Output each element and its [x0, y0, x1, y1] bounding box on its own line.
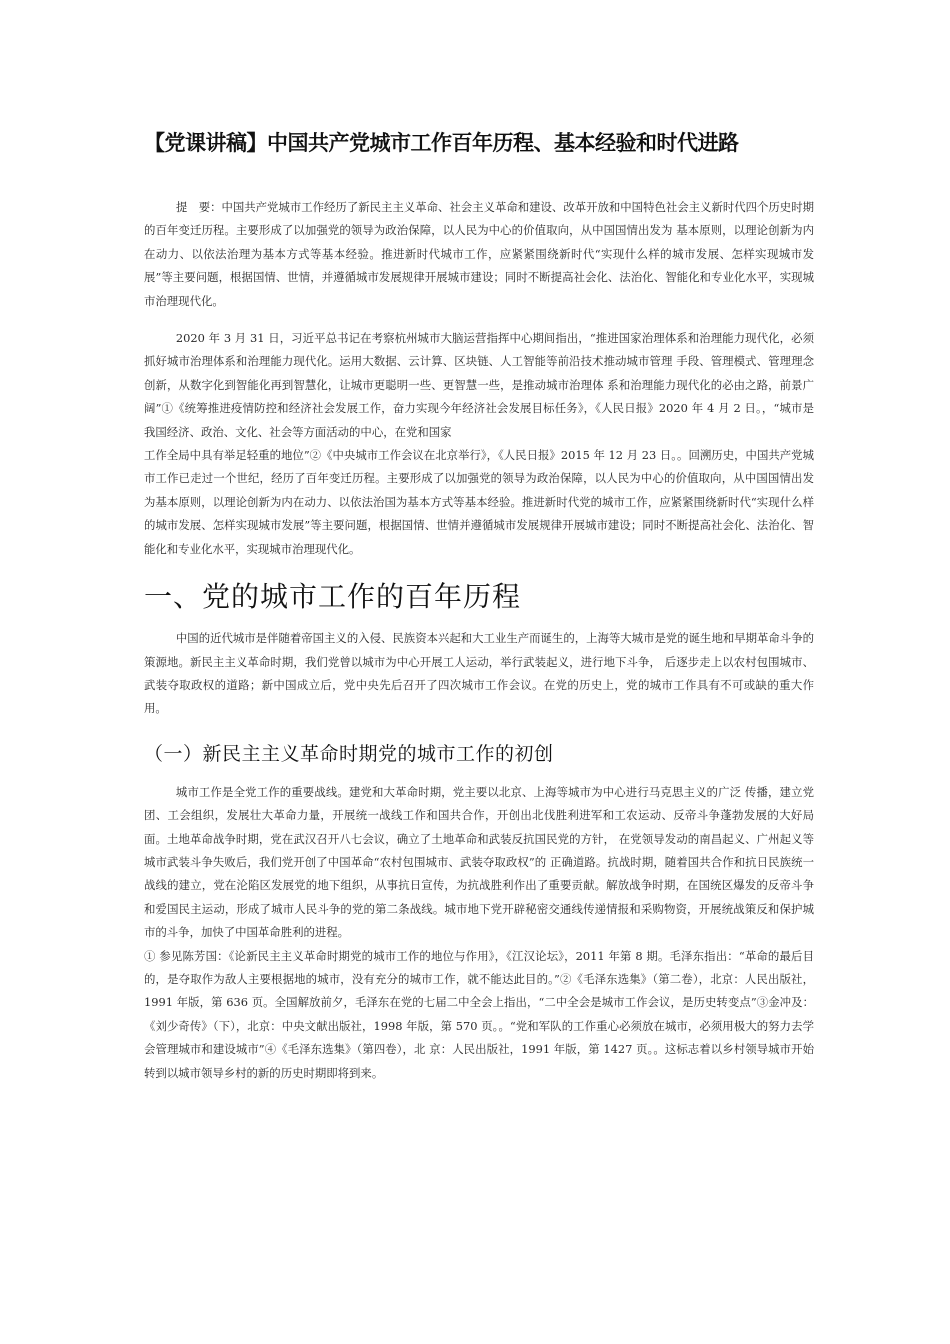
intro-paragraph-1: 2020 年 3 月 31 日，习近平总书记在考察杭州城市大脑运营指挥中心期间指出，“推进国家治理体系和治理能力现代化，必须抓好城市治理体系和治理能力现代化。运用大数据、云计算、区块链、人工智能等前沿技术推动城市管理 手段、管理模式、管理理念创新，从数字化到智能化再到智慧化，让城市更聪明一些、更智慧一些，是推动城市治理体 系和治理能力现代化的必由之路，前景广阔”①《统筹推进疫情防控和经济社会发展工作，奋力实现今年经济社会发展目标任务》，《人民日报》2020 年 4 月 2 日。，“城市是我国经济、政治、文化、社会等方面活动的中心，在党和国家 — [144, 331, 814, 439]
section-1-1-paragraph: 城市工作是全党工作的重要战线。建党和大革命时期，党主要以北京、上海等城市为中心进行马克思主义的广泛 传播，建立党团、工会组织，发展壮大革命力量，开展统一战线工作和国共合作，开创出北伐胜利进军和工农运动、反帝斗争蓬勃发展的大好局面。土地革命战争时期，党在武汉召开八七会议，确立了土地革命和武装反抗国民党的方针， 在党领导发动的南昌起义、广州起义等城市武装斗争失败后，我们党开创了中国革命“农村包围城市、武装夺取政权”的 正确道路。抗战时期，随着国共合作和抗日民族统一战线的建立，党在沦陷区发展党的地下组织，从事抗日宣传，为抗战胜利作出了重要贡献。解放战争时期，在国统区爆发的反帝斗争和爱国民主运动，形成了城市人民斗争的党的第二条战线。城市地下党开辟秘密交通线传递情报和采购物资，开展统战策反和保护城市的斗争，加快了中国革命胜利的进程。 — [144, 784, 814, 940]
intro-paragraph-2: 工作全局中具有举足轻重的地位”②《中央城市工作会议在北京举行》，《人民日报》2015 年 12 月 23 日。。回溯历史，中国共产党城市工作已走过一个世纪，经历了百年变迁历程。主要形成了以加强党的领导为政治保障，以人民为中心的价值取向，从中国国情出发为基本原则，以理论创新为内在动力、以依法治国为基本方式等基本经验。推进新时代党的城市工作，应紧紧围绕新时代“实现什么样的城市发展、怎样实现城市发展”等主要问题，根据国情、世情并遵循城市发展规律开展城市建设；同时不断提高社会化、法治化、智能化和专业化水平，实现城市治理现代化。 — [144, 448, 814, 556]
section-1-1-footnote: ① 参见陈芳国：《论新民主主义革命时期党的城市工作的地位与作用》，《江汉论坛》，2011 年第 8 期。毛泽东指出：“革命的最后目的，是夺取作为敌人主要根据地的城市，没有充分的城市工作，就不能达此目的。”②《毛泽东选集》（第二卷），北京：人民出版社，1991 年版，第 636 页。全国解放前夕，毛泽东在党的七届二中全会上指出，“二中全会是城市工作会议，是历史转变点”③金冲及：《刘少奇传》（下），北京：中央文献出版社，1998 年版，第 570 页。。“党和军队的工作重心必须放在城市，必须用极大的努力去学会管理城市和建设城市”④《毛泽东选集》（第四卷），北 京：人民出版社，1991 年版，第 1427 页。。这标志着以乡村领导城市开始转到以城市领导乡村的新的历史时期即将到来。 — [144, 948, 814, 1080]
section-1-heading: 一、党的城市工作的百年历程 — [144, 580, 522, 614]
section-1-1-heading: （一）新民主主义革命时期党的城市工作的初创 — [144, 742, 554, 765]
section-1-paragraph: 中国的近代城市是伴随着帝国主义的入侵、民族资本兴起和大工业生产而诞生的，上海等大城市是党的诞生地和早期革命斗争的策源地。新民主主义革命时期，我们党曾以城市为中心开展工人运动，举行武装起义，进行地下斗争， 后逐步走上以农村包围城市、武装夺取政权的道路；新中国成立后，党中央先后召开了四次城市工作会议。在党的历史上，党的城市工作具有不可或缺的重大作用。 — [144, 631, 814, 716]
document-title: 【党课讲稿】中国共产党城市工作百年历程、基本经验和时代进路 — [144, 131, 739, 155]
abstract-paragraph: 提 要：中国共产党城市工作经历了新民主主义革命、社会主义革命和建设、改革开放和中国特色社会主义新时代四个历史时期的百年变迁历程。主要形成了以加强党的领导为政治保障，以人民为中心的价值取向，从中国国情出发为 基本原则，以理论创新为内在动力、以依法治理为基本方式等基本经验。推进新时代城市工作，应紧紧围绕新时代“实现什么样的城市发展、怎样实现城市发展”等主要问题，根据国情、世情，并遵循城市发展规律开展城市建设；同时不断提高社会化、法治化、智能化和专业化水平，实现城市治理现代化。 — [144, 200, 814, 308]
